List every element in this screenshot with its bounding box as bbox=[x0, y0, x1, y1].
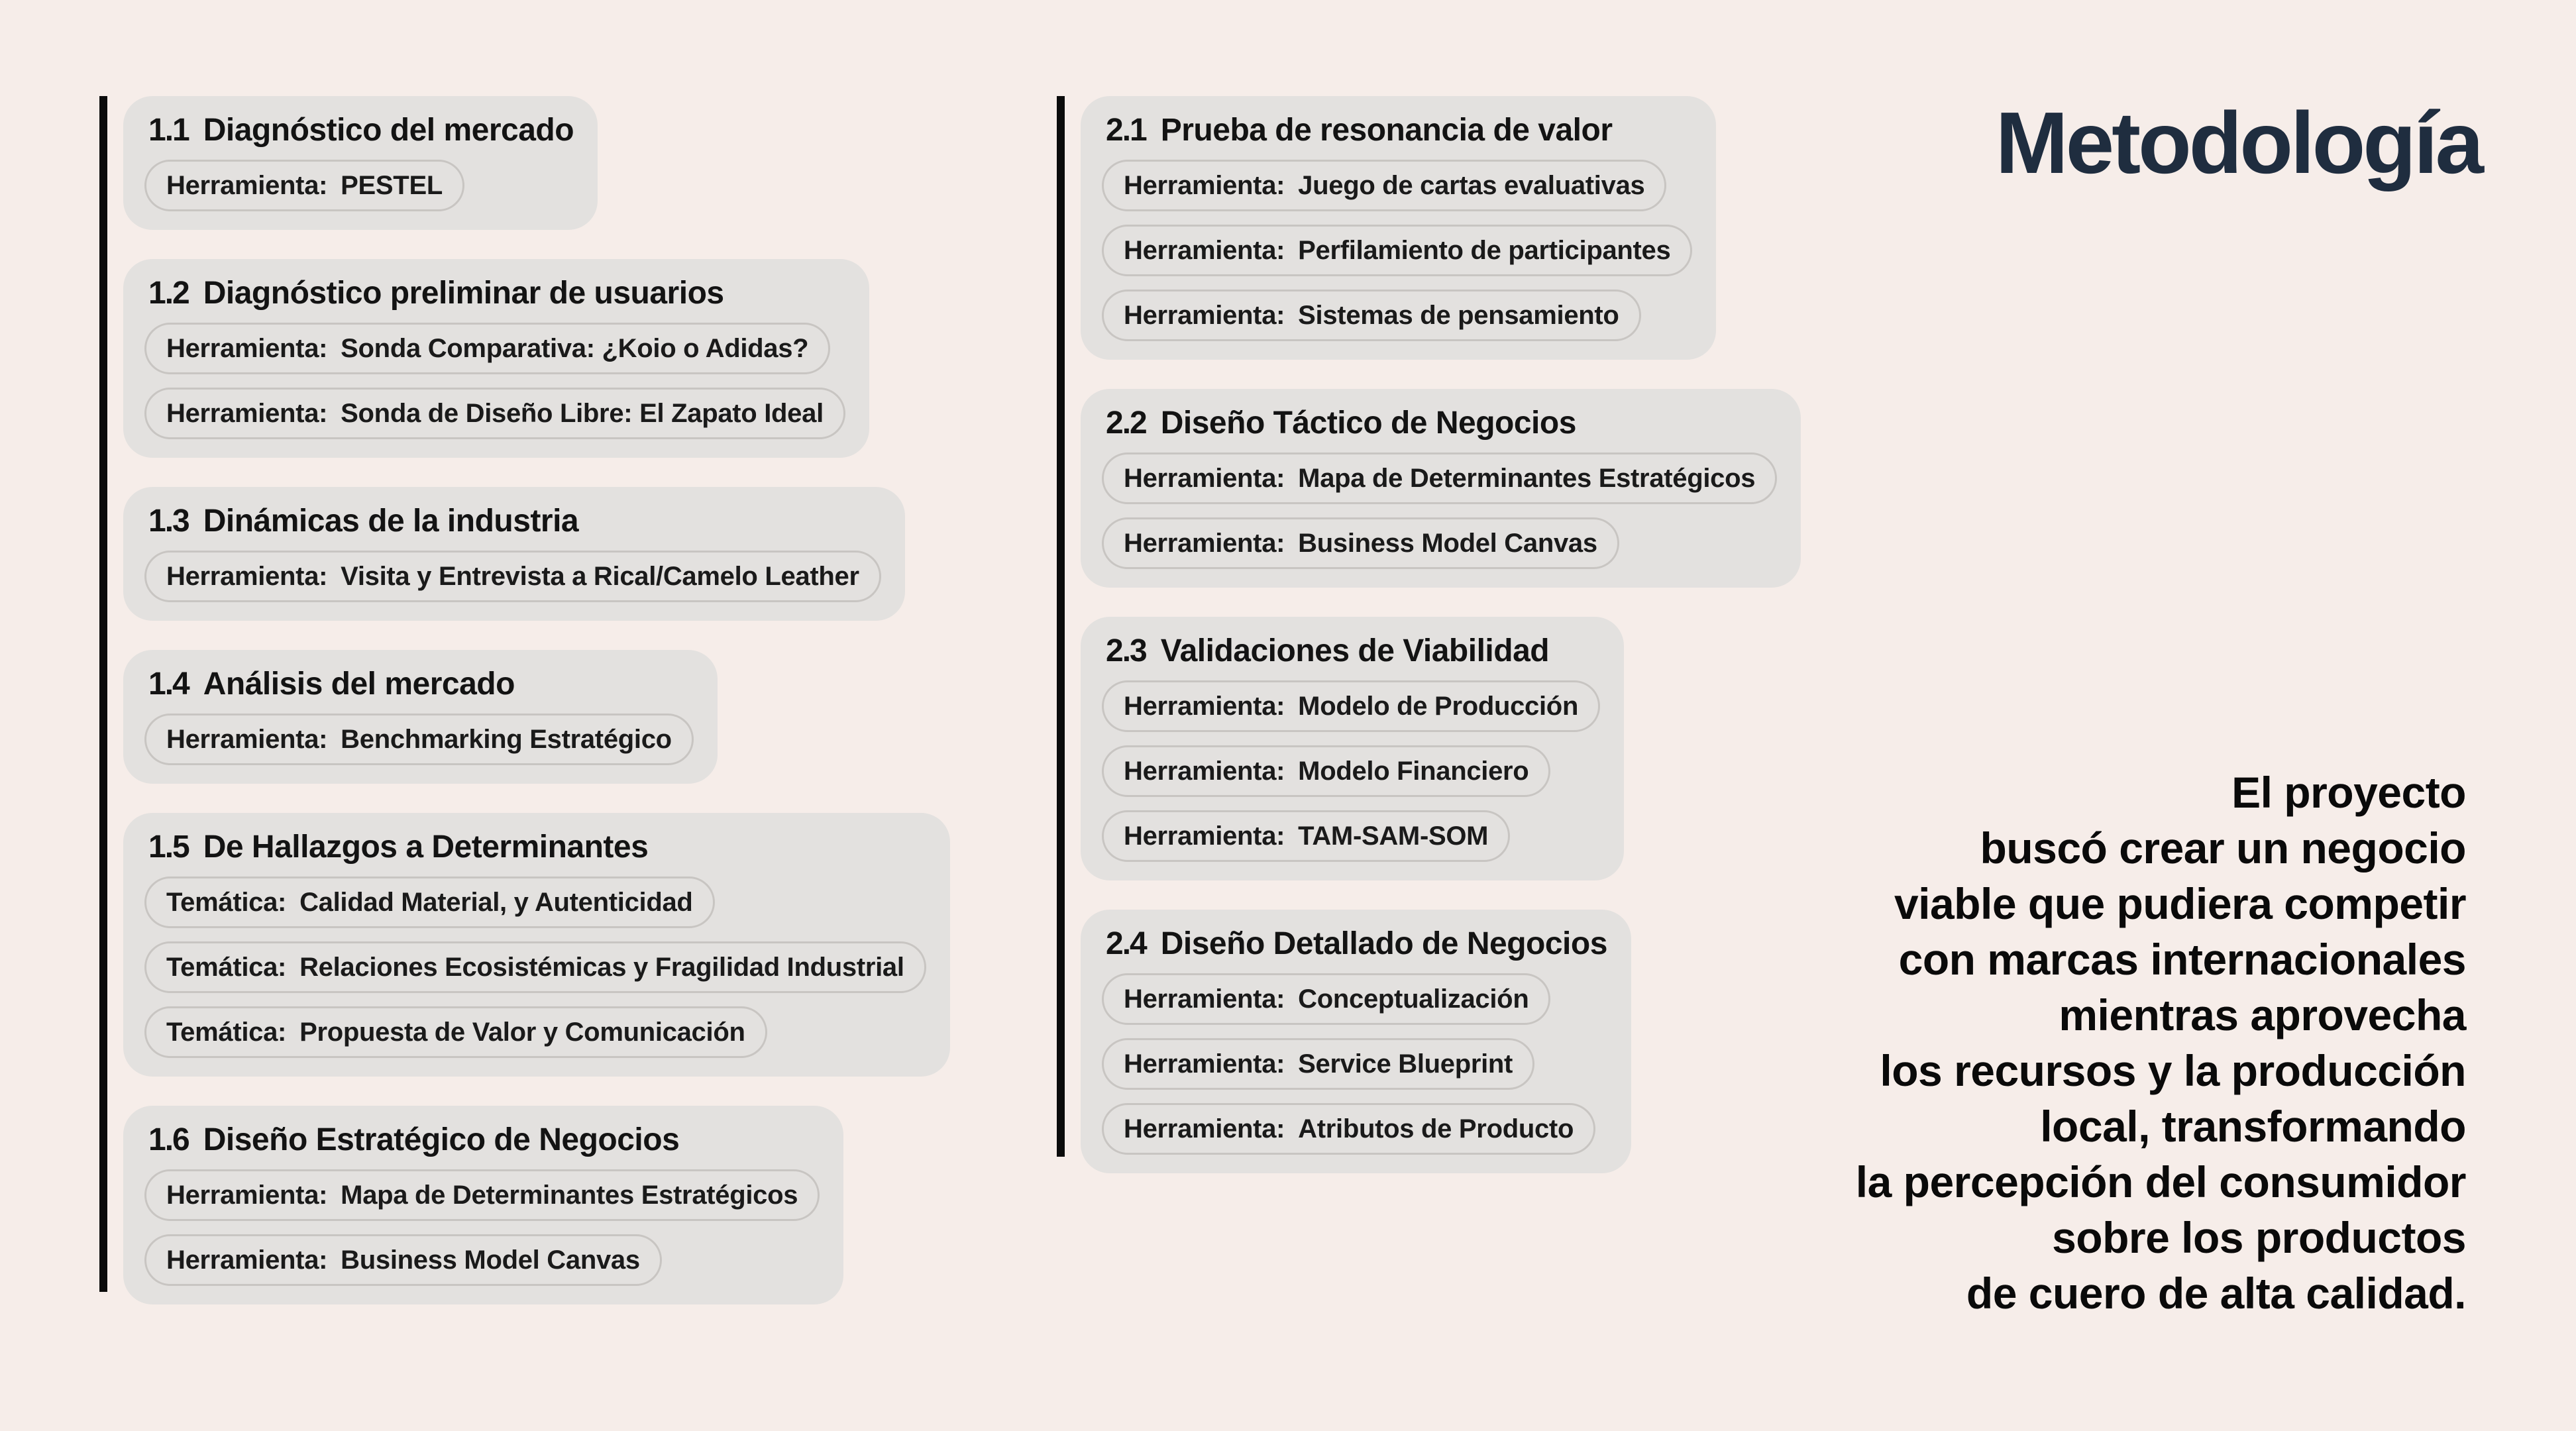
method-card-1-4 bbox=[123, 650, 718, 784]
summary-line: de cuero de alta calidad. bbox=[1966, 1269, 2466, 1318]
tool-pill bbox=[144, 388, 845, 439]
pill-value: Sonda de Diseño Libre: El Zapato Ideal bbox=[341, 399, 824, 428]
tool-pill bbox=[1102, 452, 1777, 504]
card-heading bbox=[148, 830, 926, 865]
summary-line: viable que pudiera competir bbox=[1894, 879, 2466, 928]
card-number: 2.1 bbox=[1106, 113, 1146, 148]
summary-line: local, transformando bbox=[2040, 1102, 2466, 1151]
card-heading bbox=[1106, 406, 1777, 441]
pill-value: Business Model Canvas bbox=[341, 1246, 640, 1275]
card-title: Análisis del mercado bbox=[203, 666, 515, 702]
tool-pill bbox=[1102, 517, 1619, 569]
tool-pill bbox=[144, 551, 881, 602]
card-title: Prueba de resonancia de valor bbox=[1160, 113, 1613, 148]
pill-value: Modelo de Producción bbox=[1298, 692, 1579, 721]
card-heading bbox=[148, 667, 694, 702]
summary-line: El proyecto bbox=[2231, 768, 2466, 817]
pill-label: Herramienta: bbox=[1124, 822, 1285, 851]
card-number: 1.6 bbox=[148, 1122, 189, 1157]
pill-value: Benchmarking Estratégico bbox=[341, 725, 672, 754]
pill-value: Perfilamiento de participantes bbox=[1298, 236, 1671, 265]
phase-1-accent-bar bbox=[99, 96, 107, 1292]
summary-line: mientras aprovecha bbox=[2059, 990, 2466, 1039]
card-number: 2.4 bbox=[1106, 926, 1146, 961]
card-number: 1.5 bbox=[148, 829, 189, 865]
card-heading bbox=[148, 276, 845, 311]
pill-label: Herramienta: bbox=[1124, 1114, 1285, 1143]
slide-title: Metodología bbox=[1995, 94, 2481, 191]
tool-pill bbox=[144, 714, 694, 765]
pill-label: Herramienta: bbox=[1124, 171, 1285, 200]
card-number: 2.3 bbox=[1106, 633, 1146, 668]
card-heading bbox=[1106, 634, 1600, 668]
summary-line: con marcas internacionales bbox=[1898, 935, 2466, 984]
method-card-2-1 bbox=[1081, 96, 1716, 360]
pill-label: Herramienta: bbox=[166, 1181, 328, 1210]
card-title: Diagnóstico del mercado bbox=[203, 113, 574, 148]
pill-label: Herramienta: bbox=[166, 1246, 328, 1275]
pill-label: Herramienta: bbox=[166, 562, 328, 591]
pill-label: Temática: bbox=[166, 953, 287, 982]
pill-label: Herramienta: bbox=[166, 725, 328, 754]
tool-pill bbox=[1102, 290, 1641, 341]
theme-pill bbox=[144, 941, 926, 993]
summary-line: buscó crear un negocio bbox=[1980, 823, 2466, 873]
tool-pill bbox=[144, 323, 830, 374]
pill-value: Propuesta de Valor y Comunicación bbox=[299, 1018, 745, 1047]
pill-value: Service Blueprint bbox=[1298, 1049, 1513, 1079]
card-heading bbox=[148, 504, 881, 539]
card-title: Validaciones de Viabilidad bbox=[1160, 633, 1550, 668]
card-number: 1.4 bbox=[148, 666, 189, 702]
tool-pill bbox=[1102, 225, 1692, 276]
card-heading bbox=[148, 113, 574, 148]
pill-value: TAM-SAM-SOM bbox=[1298, 822, 1489, 851]
card-title: Diagnóstico preliminar de usuarios bbox=[203, 276, 724, 311]
pill-label: Herramienta: bbox=[1124, 984, 1285, 1014]
pill-label: Herramienta: bbox=[166, 171, 328, 200]
pill-label: Herramienta: bbox=[166, 334, 328, 363]
tool-pill bbox=[1102, 680, 1600, 732]
card-heading bbox=[1106, 113, 1692, 148]
pill-value: Juego de cartas evaluativas bbox=[1298, 171, 1645, 200]
pill-value: PESTEL bbox=[341, 171, 443, 200]
pill-label: Herramienta: bbox=[1124, 757, 1285, 786]
pill-label: Herramienta: bbox=[1124, 236, 1285, 265]
method-card-1-5 bbox=[123, 813, 950, 1077]
pill-label: Herramienta: bbox=[1124, 301, 1285, 330]
card-number: 1.1 bbox=[148, 113, 189, 148]
tool-pill bbox=[1102, 1038, 1534, 1090]
method-card-1-2 bbox=[123, 259, 869, 458]
card-title: De Hallazgos a Determinantes bbox=[203, 829, 649, 865]
summary-line: los recursos y la producción bbox=[1880, 1046, 2466, 1095]
tool-pill bbox=[1102, 160, 1666, 211]
pill-label: Herramienta: bbox=[1124, 692, 1285, 721]
card-number: 2.2 bbox=[1106, 405, 1146, 441]
tool-pill bbox=[144, 160, 464, 211]
pill-label: Herramienta: bbox=[1124, 529, 1285, 558]
tool-pill bbox=[144, 1234, 662, 1286]
pill-value: Conceptualización bbox=[1298, 984, 1529, 1014]
card-heading bbox=[1106, 927, 1607, 961]
pill-value: Mapa de Determinantes Estratégicos bbox=[1298, 464, 1756, 493]
method-card-1-3 bbox=[123, 487, 905, 621]
pill-label: Temática: bbox=[166, 888, 287, 917]
method-card-1-6 bbox=[123, 1106, 843, 1304]
summary-line: sobre los productos bbox=[2052, 1213, 2466, 1262]
card-number: 1.3 bbox=[148, 504, 189, 539]
pill-value: Sistemas de pensamiento bbox=[1298, 301, 1619, 330]
method-card-2-2 bbox=[1081, 389, 1801, 588]
tool-pill bbox=[144, 1169, 820, 1221]
card-title: Diseño Táctico de Negocios bbox=[1160, 405, 1576, 441]
pill-label: Temática: bbox=[166, 1018, 287, 1047]
card-title: Dinámicas de la industria bbox=[203, 504, 579, 539]
pill-label: Herramienta: bbox=[1124, 464, 1285, 493]
theme-pill bbox=[144, 1006, 767, 1058]
pill-label: Herramienta: bbox=[166, 399, 328, 428]
phase-2-accent-bar bbox=[1057, 96, 1065, 1157]
pill-value: Relaciones Ecosistémicas y Fragilidad Industrial bbox=[299, 953, 904, 982]
method-card-2-3 bbox=[1081, 617, 1624, 880]
pill-value: Visita y Entrevista a Rical/Camelo Leather bbox=[341, 562, 859, 591]
pill-value: Calidad Material, y Autenticidad bbox=[299, 888, 693, 917]
theme-pill bbox=[144, 876, 715, 928]
tool-pill bbox=[1102, 973, 1550, 1025]
card-number: 1.2 bbox=[148, 276, 189, 311]
pill-value: Mapa de Determinantes Estratégicos bbox=[341, 1181, 798, 1210]
card-title: Diseño Estratégico de Negocios bbox=[203, 1122, 680, 1157]
card-title: Diseño Detallado de Negocios bbox=[1160, 926, 1607, 961]
summary-line: la percepción del consumidor bbox=[1855, 1157, 2466, 1206]
card-heading bbox=[148, 1123, 820, 1157]
pill-label: Herramienta: bbox=[1124, 1049, 1285, 1079]
tool-pill bbox=[1102, 745, 1550, 797]
tool-pill bbox=[1102, 810, 1510, 862]
summary-paragraph bbox=[1856, 765, 2466, 1321]
method-card-1-1 bbox=[123, 96, 598, 230]
pill-value: Sonda Comparativa: ¿Koio o Adidas? bbox=[341, 334, 809, 363]
pill-value: Atributos de Producto bbox=[1298, 1114, 1574, 1143]
pill-value: Modelo Financiero bbox=[1298, 757, 1529, 786]
tool-pill bbox=[1102, 1103, 1595, 1155]
phase-2-column bbox=[1081, 96, 1801, 1173]
method-card-2-4 bbox=[1081, 910, 1631, 1173]
pill-value: Business Model Canvas bbox=[1298, 529, 1597, 558]
phase-1-column bbox=[123, 96, 950, 1304]
